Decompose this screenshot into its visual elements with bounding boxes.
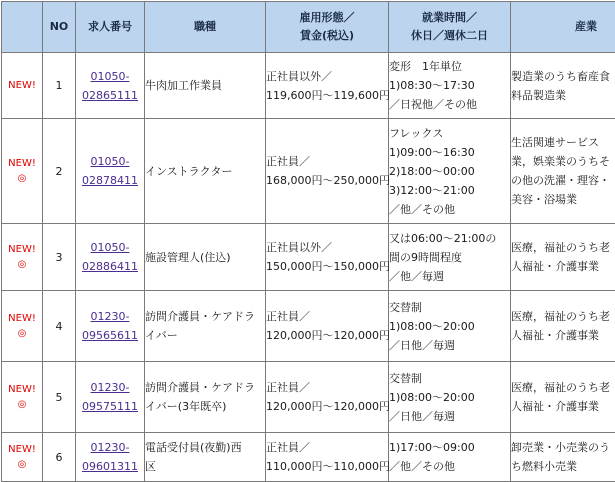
job-number-part: 02865111 (76, 86, 144, 105)
occupation-line: イバー (145, 326, 265, 345)
double-circle-icon: ◎ (2, 171, 42, 186)
industry-line: 卸売業・小売業のう (511, 438, 615, 457)
new-badge: NEW! (2, 156, 42, 171)
job-number-link[interactable] (76, 307, 144, 345)
hours-line: ／他／その他 (389, 200, 510, 219)
job-number-cell (76, 291, 145, 362)
employment-cell (266, 291, 389, 362)
job-number-cell (76, 119, 145, 224)
hours-line: 3)12:00〜21:00 (389, 181, 510, 200)
header-employment-line: 雇用形態／ (266, 9, 388, 27)
occupation-cell (145, 362, 266, 433)
job-number-part: 02886411 (76, 257, 144, 276)
industry-line: 人福祉・介護事業 (511, 257, 615, 276)
new-badge-cell (2, 119, 43, 224)
row-number: 3 (43, 224, 76, 291)
job-number-part: 01230- (76, 438, 144, 457)
double-circle-icon: ◎ (2, 326, 42, 341)
job-number-part: 09575111 (76, 397, 144, 416)
job-number-part: 02878411 (76, 171, 144, 190)
employment-line: 120,000円〜120,000円 (266, 397, 388, 416)
hours-cell (389, 362, 511, 433)
employment-line: 正社員以外／ (266, 67, 388, 86)
industry-cell (511, 224, 615, 291)
job-number-part: 01230- (76, 307, 144, 326)
employment-line: 120,000円〜120,000円 (266, 326, 388, 345)
row-number: 1 (43, 53, 76, 119)
occupation-line: インストラクター (145, 162, 265, 181)
job-number-part: 01230- (76, 378, 144, 397)
occupation-line: イバー(3年既卒) (145, 397, 265, 416)
job-number-cell (76, 53, 145, 119)
header-occupation: 職種 (145, 2, 266, 53)
job-number-part: 01050- (76, 152, 144, 171)
job-listing-table (1, 1, 615, 482)
employment-line: 110,000円〜110,000円 (266, 457, 388, 476)
row-number: 4 (43, 291, 76, 362)
new-badge: NEW! (2, 242, 42, 257)
employment-line: 正社員／ (266, 152, 388, 171)
job-number-link[interactable] (76, 152, 144, 190)
industry-line: 生活関連サービス (511, 133, 615, 152)
hours-cell (389, 53, 511, 119)
industry-cell (511, 291, 615, 362)
table-header-row (2, 2, 615, 53)
double-circle-icon: ◎ (2, 397, 42, 412)
new-badge-cell (2, 291, 43, 362)
industry-line: 人福祉・介護事業 (511, 326, 615, 345)
industry-line: の他の洗濯・理容・ (511, 171, 615, 190)
hours-line: 1)08:30〜17:30 (389, 76, 510, 95)
industry-line: 人福祉・介護事業 (511, 397, 615, 416)
occupation-cell (145, 224, 266, 291)
occupation-cell (145, 119, 266, 224)
job-number-part: 09601311 (76, 457, 144, 476)
header-job-number: 求人番号 (76, 2, 145, 53)
industry-cell (511, 362, 615, 433)
industry-line: 料品製造業 (511, 86, 615, 105)
hours-line: フレックス (389, 124, 510, 143)
hours-line: 間の9時間程度 (389, 248, 510, 267)
job-number-part: 01050- (76, 67, 144, 86)
hours-line: ／日他／毎週 (389, 336, 510, 355)
job-number-cell (76, 362, 145, 433)
employment-line: 正社員／ (266, 438, 388, 457)
occupation-line: 訪問介護員・ケアドラ (145, 307, 265, 326)
hours-line: 交替制 (389, 369, 510, 388)
table-row (2, 119, 615, 224)
hours-line: ／他／その他 (389, 457, 510, 476)
occupation-cell (145, 291, 266, 362)
industry-line: ち燃料小売業 (511, 457, 615, 476)
occupation-line: 電話受付員(夜勤)西 (145, 438, 265, 457)
hours-line: ／日他／毎週 (389, 407, 510, 426)
industry-line: 医療，福祉のうち老 (511, 307, 615, 326)
job-number-link[interactable] (76, 378, 144, 416)
table-row (2, 53, 615, 119)
employment-cell (266, 224, 389, 291)
header-no: NO (43, 2, 76, 53)
header-badge (2, 2, 43, 53)
new-badge: NEW! (2, 382, 42, 397)
job-number-cell (76, 224, 145, 291)
industry-line: 美容・浴場業 (511, 190, 615, 209)
header-employment (266, 2, 389, 53)
double-circle-icon: ◎ (2, 257, 42, 272)
new-badge-cell (2, 362, 43, 433)
hours-cell (389, 119, 511, 224)
job-number-link[interactable] (76, 438, 144, 476)
new-badge: NEW! (2, 78, 42, 93)
employment-line: 168,000円〜250,000円 (266, 171, 388, 190)
occupation-cell (145, 53, 266, 119)
industry-cell (511, 119, 615, 224)
hours-cell (389, 291, 511, 362)
hours-line: 変形 1年単位 (389, 57, 510, 76)
employment-cell (266, 53, 389, 119)
occupation-cell (145, 433, 266, 482)
table-row (2, 291, 615, 362)
industry-line: 製造業のうち畜産食 (511, 67, 615, 86)
hours-line: 1)17:00〜09:00 (389, 438, 510, 457)
industry-line: 業，娯楽業のうちそ (511, 152, 615, 171)
employment-cell (266, 362, 389, 433)
hours-line: 1)08:00〜20:00 (389, 317, 510, 336)
hours-line: ／日祝他／その他 (389, 95, 510, 114)
employment-cell (266, 119, 389, 224)
table-row (2, 433, 615, 482)
employment-line: 正社員／ (266, 307, 388, 326)
hours-line: 交替制 (389, 298, 510, 317)
employment-line: 150,000円〜150,000円 (266, 257, 388, 276)
table-row (2, 362, 615, 433)
job-number-part: 09565611 (76, 326, 144, 345)
hours-cell (389, 433, 511, 482)
new-badge: NEW! (2, 442, 42, 457)
new-badge-cell (2, 53, 43, 119)
hours-cell (389, 224, 511, 291)
table-row (2, 224, 615, 291)
hours-line: 1)08:00〜20:00 (389, 388, 510, 407)
employment-cell (266, 433, 389, 482)
new-badge-cell (2, 433, 43, 482)
row-number: 2 (43, 119, 76, 224)
employment-line: 正社員／ (266, 378, 388, 397)
employment-line: 正社員以外／ (266, 238, 388, 257)
job-rows (2, 53, 615, 482)
header-employment-line: 賃金(税込) (266, 27, 388, 45)
hours-line: 2)18:00〜00:00 (389, 162, 510, 181)
double-circle-icon: ◎ (2, 457, 42, 472)
industry-line: 医療，福祉のうち老 (511, 378, 615, 397)
header-hours-line: 休日／週休二日 (389, 27, 510, 45)
industry-cell (511, 53, 615, 119)
industry-line: 医療，福祉のうち老 (511, 238, 615, 257)
header-industry: 産業 (511, 2, 615, 53)
job-number-part: 01050- (76, 238, 144, 257)
row-number: 5 (43, 362, 76, 433)
occupation-line: 牛肉加工作業員 (145, 76, 265, 95)
employment-line: 119,600円〜119,600円 (266, 86, 388, 105)
header-hours (389, 2, 511, 53)
header-hours-line: 就業時間／ (389, 9, 510, 27)
occupation-line: 訪問介護員・ケアドラ (145, 378, 265, 397)
hours-line: 又は06:00〜21:00の (389, 229, 510, 248)
hours-line: 1)09:00〜16:30 (389, 143, 510, 162)
new-badge-cell (2, 224, 43, 291)
job-number-link[interactable] (76, 67, 144, 105)
new-badge: NEW! (2, 311, 42, 326)
occupation-line: 区 (145, 457, 265, 476)
job-number-link[interactable] (76, 238, 144, 276)
occupation-line: 施設管理人(住込) (145, 248, 265, 267)
job-number-cell (76, 433, 145, 482)
industry-cell (511, 433, 615, 482)
row-number: 6 (43, 433, 76, 482)
hours-line: ／他／毎週 (389, 267, 510, 286)
